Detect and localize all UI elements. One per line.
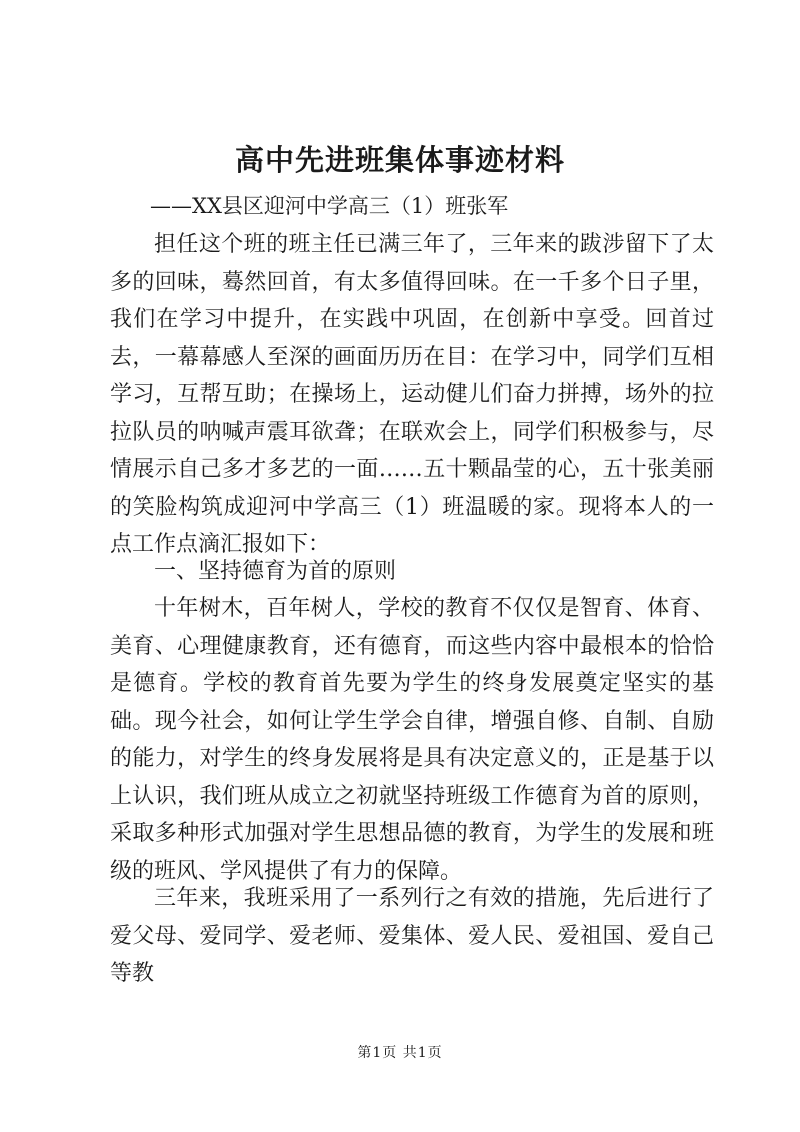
- paragraph-measures: 三年来，我班采用了一系列行之有效的措施，先后进行了爱父母、爱同学、爱老师、爱集体、爱人民、爱祖国、爱自己等教: [110, 886, 714, 986]
- page-footer: 第1页 共1页: [357, 1045, 443, 1061]
- paragraph-intro: 担任这个班的班主任已满三年了，三年来的跋涉留下了太多的回味，蓦然回首，有太多值得回味。在一千多个日子里，我们在学习中提升，在实践中巩固，在创新中享受。回首过去，一幕幕感人至深的画面历历在目：在学习中，同学们互相学习，互帮互助；在操场上，运动健儿们奋力拼搏，场外的拉拉队员的呐喊声震耳欲聋；在联欢会上，同学们积极参与，尽情展示自己多才多艺的一面……五十颗晶莹的心，五十张美丽的笑脸构筑成迎河中学高三（1）班温暖的家。现将本人的一点工作点滴汇报如下：: [110, 232, 714, 557]
- document-title: 高中先进班集体事迹材料: [234, 143, 565, 177]
- document-subtitle: ——XX县区迎河中学高三（1）班张军: [150, 194, 509, 218]
- paragraph-moral-education: 十年树木，百年树人，学校的教育不仅仅是智育、体育、美育、心理健康教育，还有德育，而这些内容中最根本的恰恰是德育。学校的教育首先要为学生的终身发展奠定坚实的基础。现今社会，如何让学生学会自律，增强自修、自制、自励的能力，对学生的终身发展将是具有决定意义的，正是基于以上认识，我们班从成立之初就坚持班级工作德育为首的原则，采取多种形式加强对学生思想品德的教育，为学生的发展和班级的班风、学风提供了有力的保障。: [110, 596, 714, 884]
- section-heading: 一、坚持德育为首的原则: [154, 559, 397, 584]
